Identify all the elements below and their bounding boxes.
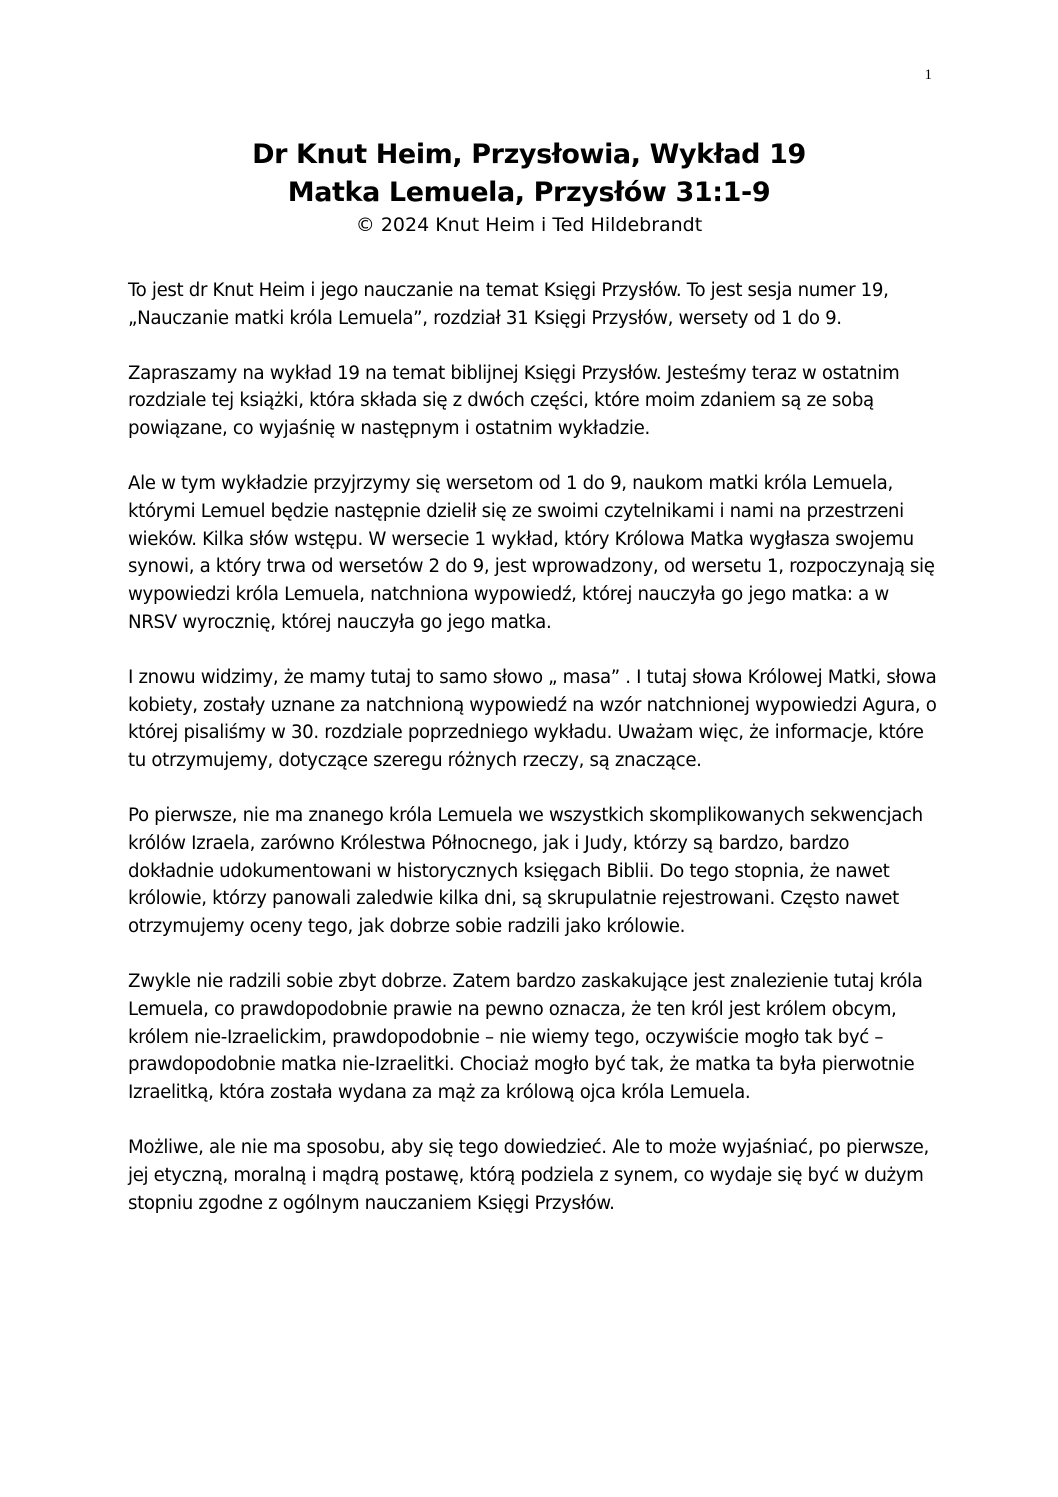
paragraph: Zapraszamy na wykład 19 na temat biblijnej Księgi Przysłów. Jesteśmy teraz w ostatnim rozdziale tej książki, która składa się z dwóch części, które moim zdaniem są ze sobą powiązane, co wyjaśnię w następnym i ostatnim wykładzie.: [128, 362, 900, 440]
paragraph: Ale w tym wykładzie przyjrzymy się wersetom od 1 do 9, naukom matki króla Lemuela, którymi Lemuel będzie następnie dzielił się ze swoimi czytelnikami i nami na przestrzeni wieków. Kilka słów wstępu. W wersecie 1 wykład, który Królowa Matka wygłasza swojemu synowi, a który trwa od wersetów 2 do 9, jest wprowadzony, od wersetu 1, rozpoczynają się wypowiedzi króla Lemuela, natchniona wypowiedź, której nauczyła go jego matka: a w NRSV wyrocznię, której nauczyła go jego matka.: [128, 472, 935, 633]
paragraph: Zwykle nie radzili sobie zbyt dobrze. Zatem bardzo zaskakujące jest znalezienie tutaj króla Lemuela, co prawdopodobnie prawie na pewno oznacza, że ten król jest królem obcym, królem nie-Izraelickim, prawdopodobnie – nie wiemy tego, oczywiście mogło tak być – prawdopodobnie matka nie-Izraelitki. Chociaż mogło być tak, że matka ta była pierwotnie Izraelitką, która została wydana za mąż za królową ojca króla Lemuela.: [128, 970, 923, 1104]
paragraph: Możliwe, ale nie ma sposobu, aby się tego dowiedzieć. Ale to może wyjaśniać, po pierwsze, jej etyczną, moralną i mądrą postawę, którą podziela z synem, co wydaje się być w dużym stopniu zgodne z ogólnym nauczaniem Księgi Przysłów.: [128, 1136, 929, 1214]
document-title-line-2: Matka Lemuela, Przysłów 31:1-9: [287, 177, 771, 208]
document-title-line-1: Dr Knut Heim, Przysłowia, Wykład 19: [252, 139, 806, 170]
paragraph: To jest dr Knut Heim i jego nauczanie na temat Księgi Przysłów. To jest sesja numer 19, „Nauczanie matki króla Lemuela”, rozdział 31 Księgi Przysłów, wersety od 1 do 9.: [128, 280, 889, 329]
paragraph: I znowu widzimy, że mamy tutaj to samo słowo „ masa” . I tutaj słowa Królowej Matki, słowa kobiety, zostały uznane za natchnioną wypowiedź na wzór natchnionej wypowiedzi Agura, o której pisaliśmy w 30. rozdziale poprzedniego wykładu. Uważam więc, że informacje, które tu otrzymujemy, dotyczące szeregu różnych rzeczy, są znaczące.: [128, 666, 937, 772]
copyright-line: © 2024 Knut Heim i Ted Hildebrandt: [355, 214, 703, 236]
page-number: 1: [924, 67, 932, 83]
paragraph: Po pierwsze, nie ma znanego króla Lemuela we wszystkich skomplikowanych sekwencjach królów Izraela, zarówno Królestwa Północnego, jak i Judy, którzy są bardzo, bardzo dokładnie udokumentowani w historycznych księgach Biblii. Do tego stopnia, że nawet królowie, którzy panowali zaledwie kilka dni, są skrupulatnie rejestrowani. Często nawet otrzymujemy oceny tego, jak dobrze sobie radzili jako królowie.: [128, 804, 923, 938]
body-text: [128, 277, 940, 1244]
title-block: [0, 136, 1058, 238]
